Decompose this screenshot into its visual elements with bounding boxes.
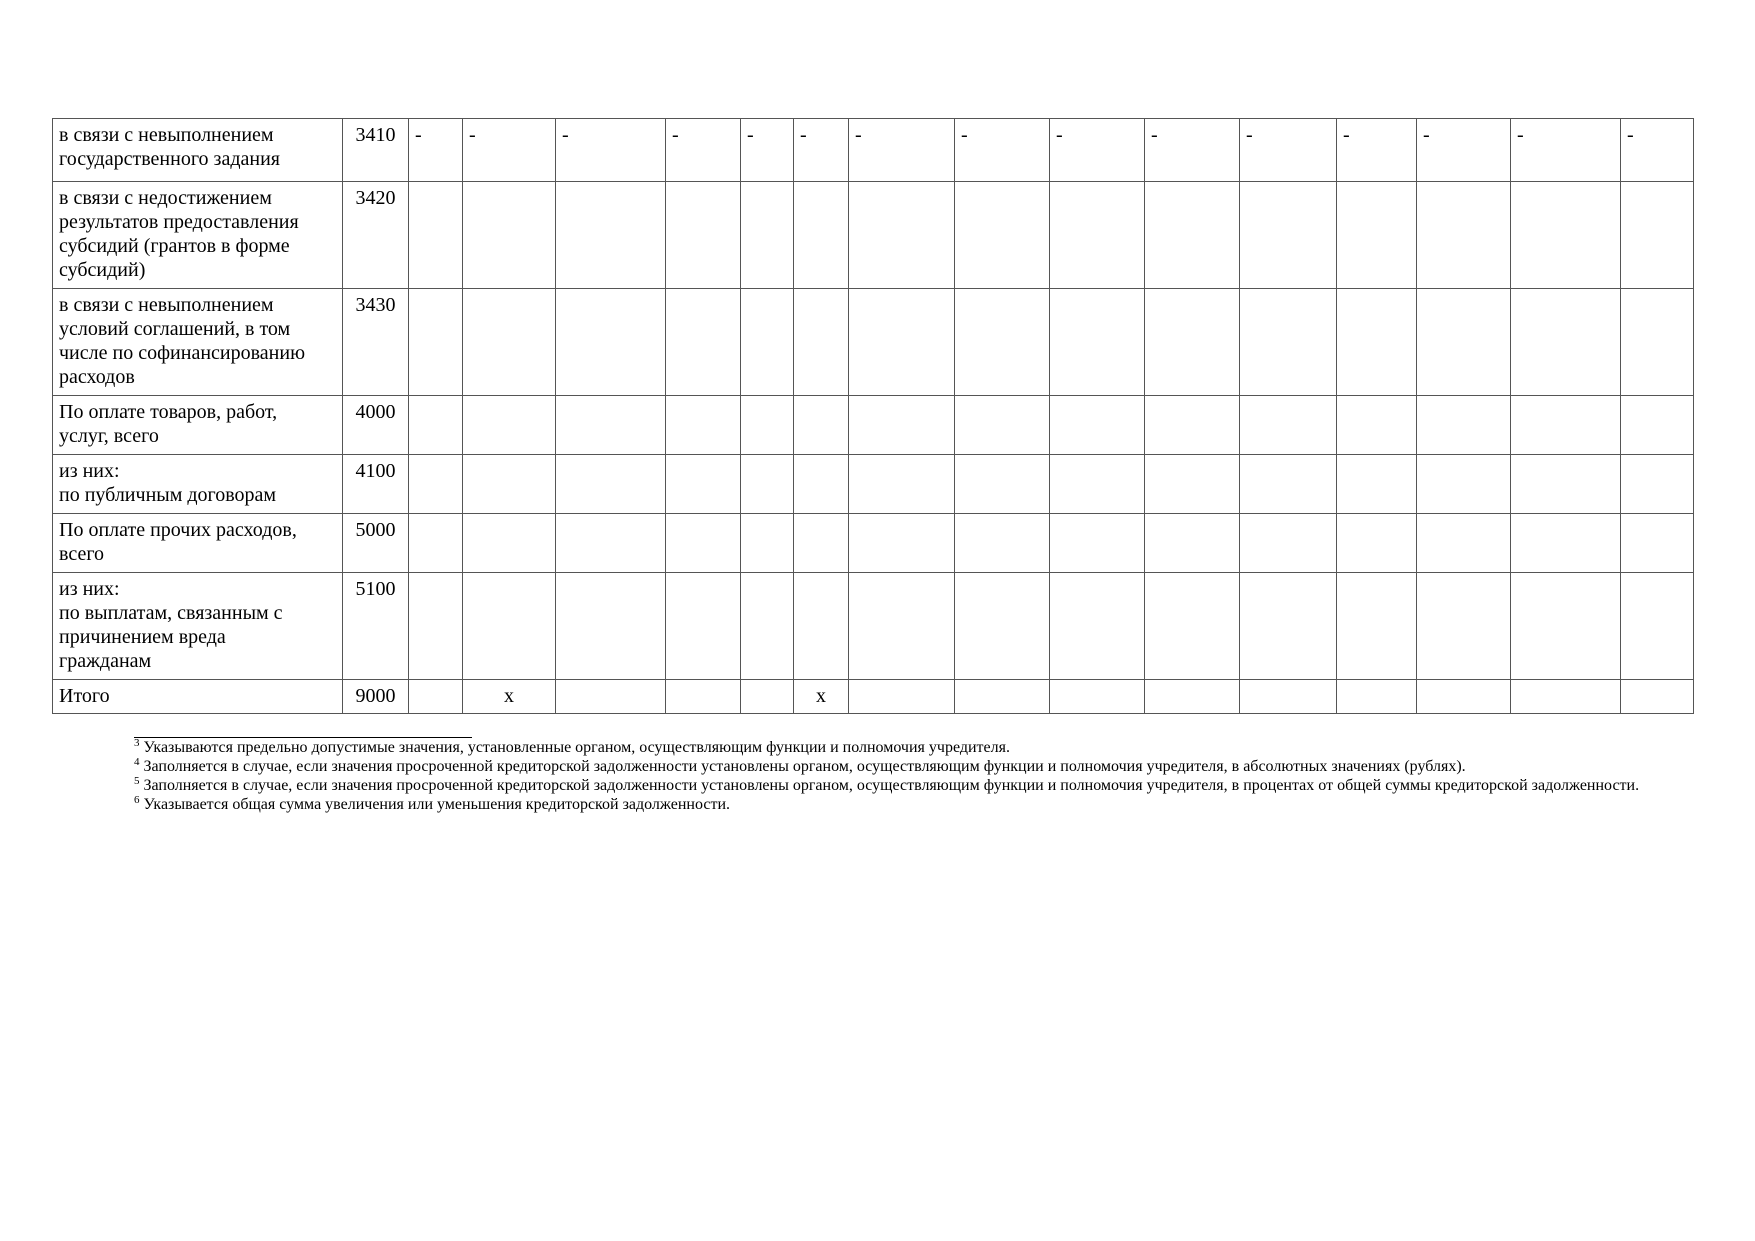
value-cell: [1417, 289, 1511, 396]
footnote-text: Заполняется в случае, если значения просроченной кредиторской задолженности установлены органом, осуществляющим функции и полномочия учредителя, в абсолютных значениях (рублях).: [143, 758, 1466, 775]
value-cell: [556, 680, 666, 714]
value-cell: [1417, 680, 1511, 714]
value-cell: [1511, 455, 1621, 514]
table-row: [53, 680, 1694, 714]
value-cell: [556, 396, 666, 455]
value-cell: [463, 289, 556, 396]
table-body: [53, 119, 1694, 714]
value-cell: [1511, 573, 1621, 680]
value-cell: [1511, 514, 1621, 573]
value-cell: [409, 289, 463, 396]
value-cell: [556, 455, 666, 514]
value-cell: [556, 182, 666, 289]
table-row: [53, 573, 1694, 680]
value-cell: [1337, 396, 1417, 455]
row-code: 5000: [343, 514, 409, 573]
value-cell: [955, 289, 1050, 396]
table-row: [53, 455, 1694, 514]
value-cell: [409, 680, 463, 714]
value-cell: -: [849, 119, 955, 182]
value-cell: [1511, 680, 1621, 714]
value-cell: [741, 680, 794, 714]
footnote-number: 4: [134, 756, 140, 768]
value-cell: [1621, 396, 1694, 455]
row-code: 4100: [343, 455, 409, 514]
value-cell: [1240, 573, 1337, 680]
value-cell: [1240, 680, 1337, 714]
value-cell: [1511, 182, 1621, 289]
row-code: 3430: [343, 289, 409, 396]
row-code: 5100: [343, 573, 409, 680]
value-cell: [955, 680, 1050, 714]
value-cell: -: [741, 119, 794, 182]
value-cell: -: [409, 119, 463, 182]
value-cell: -: [1240, 119, 1337, 182]
value-cell: [409, 514, 463, 573]
footnote-number: 6: [134, 794, 140, 806]
value-cell: [463, 182, 556, 289]
value-cell: [1240, 289, 1337, 396]
payables-table: [52, 118, 1694, 714]
row-label: в связи с недостижением результатов предоставления субсидий (грантов в форме субсидий): [53, 182, 343, 289]
value-cell: [1417, 514, 1511, 573]
value-cell: [741, 396, 794, 455]
value-cell: -: [1621, 119, 1694, 182]
row-label: По оплате прочих расходов, всего: [53, 514, 343, 573]
table-row: [53, 289, 1694, 396]
value-cell: [1417, 455, 1511, 514]
footnote: [60, 776, 1705, 795]
value-cell: -: [463, 119, 556, 182]
row-label: в связи с невыполнением государственного задания: [53, 119, 343, 182]
row-label: По оплате товаров, работ, услуг, всего: [53, 396, 343, 455]
value-cell: [1337, 182, 1417, 289]
value-cell: [849, 182, 955, 289]
footnote-number: 3: [134, 737, 140, 749]
value-cell: [1145, 396, 1240, 455]
value-cell: -: [1145, 119, 1240, 182]
value-cell: [409, 182, 463, 289]
value-cell: [1240, 396, 1337, 455]
table-row: [53, 182, 1694, 289]
footnote: [60, 795, 1705, 814]
value-cell: [1337, 680, 1417, 714]
value-cell: [849, 680, 955, 714]
value-cell: [849, 514, 955, 573]
value-cell: [794, 182, 849, 289]
value-cell: [1050, 514, 1145, 573]
value-cell: [1621, 680, 1694, 714]
value-cell: [741, 573, 794, 680]
value-cell: [741, 455, 794, 514]
value-cell: [666, 514, 741, 573]
value-cell: [1240, 455, 1337, 514]
value-cell: [741, 289, 794, 396]
value-cell: -: [1337, 119, 1417, 182]
row-label: Итого: [53, 680, 343, 714]
value-cell: [849, 289, 955, 396]
value-cell: [1417, 182, 1511, 289]
value-cell: [955, 396, 1050, 455]
value-cell: [955, 514, 1050, 573]
value-cell: [1050, 182, 1145, 289]
row-label: из них: по публичным договорам: [53, 455, 343, 514]
value-cell: x: [463, 680, 556, 714]
table-row: [53, 514, 1694, 573]
value-cell: [1145, 573, 1240, 680]
value-cell: [1050, 573, 1145, 680]
value-cell: [1145, 455, 1240, 514]
value-cell: [666, 182, 741, 289]
value-cell: [1621, 289, 1694, 396]
value-cell: [955, 182, 1050, 289]
value-cell: [1240, 182, 1337, 289]
value-cell: [1417, 573, 1511, 680]
value-cell: [1240, 514, 1337, 573]
value-cell: [1050, 396, 1145, 455]
value-cell: [666, 455, 741, 514]
table-row: [53, 119, 1694, 182]
value-cell: [849, 455, 955, 514]
value-cell: -: [794, 119, 849, 182]
value-cell: [1511, 396, 1621, 455]
value-cell: -: [556, 119, 666, 182]
value-cell: [556, 514, 666, 573]
value-cell: [1511, 289, 1621, 396]
value-cell: [1621, 182, 1694, 289]
value-cell: [1145, 289, 1240, 396]
value-cell: [1145, 514, 1240, 573]
value-cell: [1621, 455, 1694, 514]
value-cell: [1050, 289, 1145, 396]
value-cell: [463, 573, 556, 680]
value-cell: [409, 396, 463, 455]
value-cell: [1337, 289, 1417, 396]
row-code: 3420: [343, 182, 409, 289]
footnote-text: Заполняется в случае, если значения просроченной кредиторской задолженности установлены органом, осуществляющим функции и полномочия учредителя, в процентах от общей суммы кредиторской задолженности.: [143, 777, 1640, 794]
value-cell: [666, 396, 741, 455]
value-cell: [1621, 514, 1694, 573]
footnote-text: Указывается общая сумма увеличения или уменьшения кредиторской задолженности.: [143, 796, 731, 813]
row-code: 9000: [343, 680, 409, 714]
value-cell: [463, 455, 556, 514]
value-cell: [1417, 396, 1511, 455]
value-cell: [794, 514, 849, 573]
value-cell: -: [1050, 119, 1145, 182]
value-cell: [955, 573, 1050, 680]
value-cell: x: [794, 680, 849, 714]
value-cell: [849, 573, 955, 680]
footnotes: [60, 738, 1705, 814]
value-cell: [409, 573, 463, 680]
table-row: [53, 396, 1694, 455]
value-cell: -: [1511, 119, 1621, 182]
value-cell: [666, 680, 741, 714]
footnote-text: Указываются предельно допустимые значения, установленные органом, осуществляющим функции и полномочия учредителя.: [143, 739, 1010, 756]
row-code: 4000: [343, 396, 409, 455]
value-cell: [794, 289, 849, 396]
row-code: 3410: [343, 119, 409, 182]
value-cell: [463, 514, 556, 573]
value-cell: [849, 396, 955, 455]
value-cell: [556, 573, 666, 680]
value-cell: [794, 455, 849, 514]
value-cell: [556, 289, 666, 396]
value-cell: [955, 455, 1050, 514]
row-label: из них: по выплатам, связанным с причинением вреда гражданам: [53, 573, 343, 680]
value-cell: [463, 396, 556, 455]
value-cell: [1145, 680, 1240, 714]
footnote: [60, 738, 1705, 757]
footnote-number: 5: [134, 775, 140, 787]
value-cell: [1145, 182, 1240, 289]
value-cell: [794, 396, 849, 455]
footnote: [60, 757, 1705, 776]
value-cell: [1621, 573, 1694, 680]
value-cell: [1337, 514, 1417, 573]
value-cell: [666, 573, 741, 680]
value-cell: [741, 182, 794, 289]
value-cell: [1050, 680, 1145, 714]
value-cell: [666, 289, 741, 396]
value-cell: [1050, 455, 1145, 514]
value-cell: [1337, 455, 1417, 514]
row-label: в связи с невыполнением условий соглашений, в том числе по софинансированию расходов: [53, 289, 343, 396]
value-cell: [794, 573, 849, 680]
value-cell: [409, 455, 463, 514]
value-cell: -: [955, 119, 1050, 182]
value-cell: -: [1417, 119, 1511, 182]
value-cell: [1337, 573, 1417, 680]
value-cell: -: [666, 119, 741, 182]
value-cell: [741, 514, 794, 573]
